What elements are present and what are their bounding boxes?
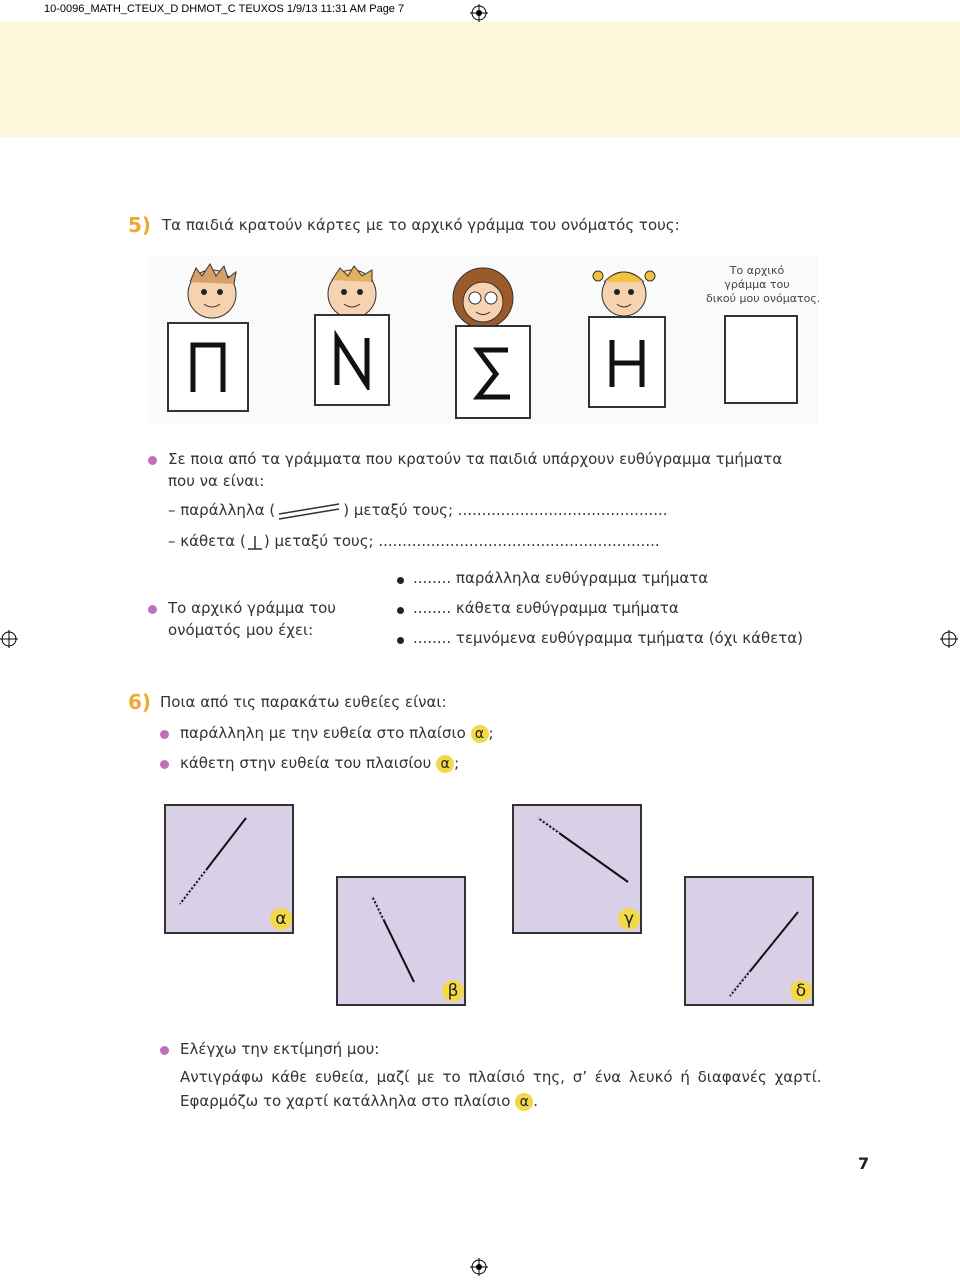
exercise-5-question-cont: που να είναι:	[168, 472, 265, 490]
parallel-prompt: – παράλληλα ( ) μεταξύ τους; ............................................	[168, 501, 668, 519]
option-perpendicular: ........ κάθετα ευθύγραμμα τμήματα	[413, 599, 679, 617]
letter-pi-icon	[183, 337, 233, 397]
page-number: 7	[858, 1154, 870, 1173]
my-letter-label: Το αρχικό γράμμα του	[168, 599, 336, 617]
option-parallel: ........ παράλληλα ευθύγραμμα τμήματα	[413, 569, 709, 587]
bullet-icon	[160, 730, 169, 739]
label-gamma-badge: γ	[618, 908, 640, 930]
exercise-6-q1: παράλληλη με την ευθεία στο πλαίσιο α ;	[180, 724, 494, 742]
letter-card	[314, 314, 390, 406]
exercise-6-q2: κάθετη στην ευθεία του πλαισίου α ;	[180, 754, 460, 772]
label-alpha-badge: α	[471, 725, 489, 743]
registration-mark-icon	[0, 630, 18, 652]
page-top-band	[0, 22, 960, 137]
letter-eta-icon	[602, 332, 652, 392]
letter-card	[588, 316, 666, 408]
perpendicular-icon	[246, 534, 264, 550]
check-instruction-2: Εφαρμόζω το χαρτί κατάλληλα στο πλαίσιο α .	[180, 1092, 539, 1110]
my-letter-label-cont: ονόματός μου έχει:	[168, 621, 314, 639]
exercise-6-intro: Ποια από τις παρακάτω ευθείες είναι:	[160, 693, 447, 711]
parallel-lines-icon	[277, 502, 341, 520]
label-beta-badge: β	[442, 980, 464, 1002]
line-box-gamma	[512, 804, 642, 934]
own-letter-note: Το αρχικό γράμμα του δικού μου ονόματος.	[706, 264, 821, 305]
label-delta-badge: δ	[790, 980, 812, 1002]
line-box-delta	[684, 876, 814, 1006]
letter-sigma-icon	[468, 342, 518, 402]
letter-card	[455, 325, 531, 419]
exercise-6-number: 6)	[128, 690, 152, 714]
line-box-alpha	[164, 804, 294, 934]
label-alpha-badge: α	[270, 908, 292, 930]
check-instruction-1: Αντιγράφω κάθε ευθεία, μαζί με το πλαίσιό της, σ’ ένα λευκό ή διαφανές χαρτί.	[180, 1068, 822, 1086]
bullet-icon	[397, 607, 404, 614]
bullet-icon	[397, 637, 404, 644]
exercise-5-question: Σε ποια από τα γράμματα που κρατούν τα παιδιά υπάρχουν ευθύγραμμα τμήματα	[168, 450, 783, 468]
bullet-icon	[160, 760, 169, 769]
bullet-icon	[148, 605, 157, 614]
option-intersecting: ........ τεμνόμενα ευθύγραμμα τμήματα (όχι κάθετα)	[413, 629, 804, 647]
exercise-5-intro: Τα παιδιά κρατούν κάρτες με το αρχικό γράμμα του ονόματός τους:	[162, 216, 680, 234]
line-box-beta	[336, 876, 466, 1006]
bullet-icon	[397, 577, 404, 584]
registration-mark-icon	[940, 630, 958, 652]
bullet-icon	[148, 456, 157, 465]
letter-card	[167, 322, 249, 412]
registration-mark-icon	[470, 1258, 488, 1280]
empty-letter-card	[724, 315, 798, 404]
label-alpha-badge: α	[515, 1093, 533, 1111]
letter-nu-icon	[327, 330, 377, 390]
bullet-icon	[160, 1046, 169, 1055]
print-header-text: 10-0096_MATH_CTEUX_D DHMOT_C TEUXOS 1/9/13 11:31 AM Page 7	[44, 3, 405, 15]
check-title: Ελέγχω την εκτίμησή μου:	[180, 1040, 380, 1058]
perpendicular-prompt: – κάθετα ( ) μεταξύ τους; ...........................................................	[168, 532, 660, 550]
child-face-icon	[182, 262, 242, 326]
exercise-5-number: 5)	[128, 213, 152, 237]
label-alpha-badge: α	[436, 755, 454, 773]
